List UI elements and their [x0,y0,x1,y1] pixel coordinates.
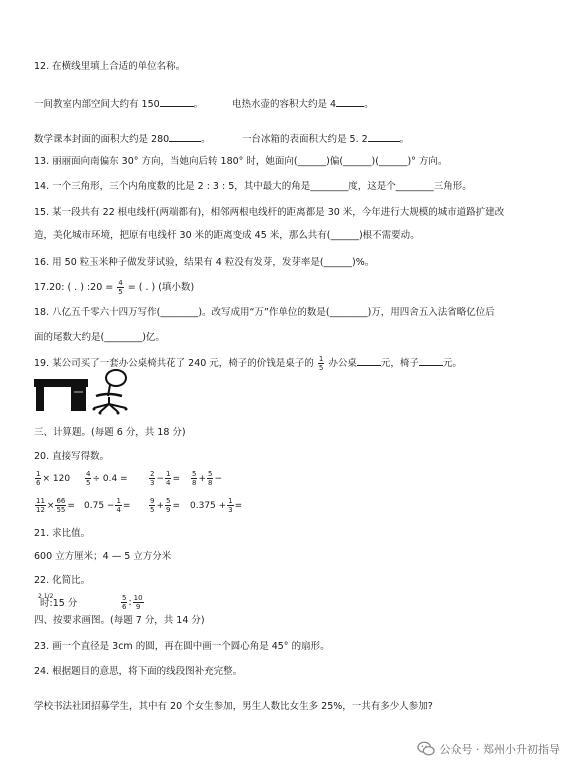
q20-e3: − [156,474,165,484]
q12-line-a: 一间教室内部空间大约有 150 。 [34,96,203,112]
q14-text: 14. 一个三角形，三个内角度数的比是 2 : 3 : 5，其中最大的角是________度，这是个________三角形。 [34,181,472,192]
q22-b: $\frac{5}{6}$ : $\frac{10}{9}$ [122,594,143,611]
q12-b-text: 电热水壶的容积大约是 4 [232,99,337,110]
q19-num: 1 [318,355,324,363]
q22-a: 时:15 分 [40,598,78,609]
q20-expr-3: $\frac{2}{3}$ − $\frac{1}{4}$ = [150,470,181,487]
q20-e8a: 0.375 + [190,501,227,511]
q20-e6b: = [122,501,131,511]
q17-blank-1[interactable]: ( . ) [67,282,84,293]
q20-e1: × 120 [42,474,71,484]
q12-line-d: 一台冰箱的表面积大约是 5. 2 。 [242,131,409,147]
section3-heading: 三、计算题。(每题 6 分，共 18 分) [34,427,186,438]
q20-e6a: 0.75 − [84,501,115,511]
q22-b-d2: 9 [135,603,141,611]
q17-den: 5 [118,288,123,296]
q22-heading: 22. 化简比。 [34,575,91,586]
q18-line1: 18. 八亿五千零六十四万写作(________)。改写成用“万”作单位的数是(________)万，用四舍五入法省略亿位后 [34,307,495,318]
q20-e5b: = [67,501,75,511]
q20-expr-5: $\frac{11}{12}$ × $\frac{66}{55}$ = [36,497,75,514]
q22-b-n1: 5 [122,594,127,602]
q24-text: 24. 根据题目的意思，将下面的线段图补充完整。 [34,666,243,677]
q20-expr-1: $\frac{1}{6}$ × 120 [36,470,71,487]
wechat-watermark [417,740,561,758]
q20-e3b: = [172,474,181,484]
q20-expr-4: $\frac{5}{8}$ + $\frac{5}{8}$ − [192,470,223,487]
q12-a-text: 一间教室内部空间大约有 150 [34,99,160,110]
q12-c-blank[interactable] [169,131,201,142]
q17-prefix: 17.20: [34,282,65,293]
q20-expr-2: $\frac{4}{5}$ ÷ 0.4 = [86,470,128,487]
watermark-text: 公众号 · 郑州小升初指导 [439,743,560,756]
q19-prefix: 19. 某公司买了一套办公桌椅共花了 240 元，椅子的价钱是桌子的 [34,358,314,369]
q15-line1: 15. 某一段共有 22 根电线杆(两端都有)，相邻两根电线杆的距离都是 30 米，今年进行大规模的城市道路扩建改 [34,207,505,218]
q19-den: 5 [318,364,324,372]
q20-e4: + [198,474,207,484]
word-problem: 学校书法社团招募学生，其中有 20 个女生参加，男生人数比女生多 25%，一共有多少人参加? [34,701,433,712]
q21-text: 600 立方厘米；4 — 5 立方分米 [34,551,172,562]
q18-line2: 面的尾数大约是(________)亿。 [34,332,165,343]
q20-heading: 20. 直接写得数。 [34,451,110,462]
q17-suffix: (填小数) [158,282,195,293]
q16-text: 16. 用 50 粒玉米种子做发芽试验，结果有 4 粒没有发芽，发芽率是(______)%。 [34,257,375,268]
q20-expr-7: $\frac{9}{5}$ + $\frac{5}{9}$ = [150,497,181,514]
q20-e2: ÷ 0.4 = [92,474,128,484]
q13-text: 13. 丽丽面向南偏东 30° 方向，当她向后转 180° 时，她面向(______)偏(______)(______)° 方向。 [34,156,448,167]
q15-line2: 造，美化城市环境，把原有电线杆 30 米的距离变成 45 米，那么共有(______)根不需要动。 [34,230,420,241]
q12-d-text: 一台冰箱的表面积大约是 5. 2 [242,134,368,145]
q20-expr-8: 0.375 + $\frac{1}{3}$ = [190,497,243,514]
q12-d-blank[interactable] [368,131,400,142]
q22-b-n2: 10 [133,594,143,602]
chair-picture [88,368,132,416]
q22-a-top: 2 1/2 [38,593,54,600]
q17-eq: = [127,282,136,293]
q17-line [34,279,194,296]
wechat-icon [417,740,435,758]
q19-unit1: 元，椅子 [380,358,419,369]
q12-a-blank[interactable] [160,96,194,107]
q19-blank-1[interactable] [357,355,381,366]
q17-num: 4 [118,279,123,287]
q19-unit2: 元。 [442,358,462,369]
q20-e7b: = [172,501,181,511]
q12-line-c: 数学课本封面的面积大约是 280 。 [34,131,211,147]
q17-mid1: :20 = [86,282,114,293]
q22-b-d1: 6 [122,603,127,611]
q21-heading: 21. 求比值。 [34,528,91,539]
q19-fraction [318,355,324,372]
q20-e4b: − [214,474,223,484]
q20-e5: × [46,501,55,511]
q20-e8b: = [234,501,243,511]
q12-c-text: 数学课本封面的面积大约是 280 [34,134,170,145]
q20-expr-6: 0.75 − $\frac{1}{4}$ = [84,497,131,514]
q19-mid: 办公桌 [328,358,357,369]
q19-blank-2[interactable] [419,355,443,366]
q17-blank-2[interactable]: ( . ) [138,282,156,293]
q12-heading: 12. 在横线里填上合适的单位名称。 [34,61,186,72]
q12-b-blank[interactable] [336,96,364,107]
section4-heading: 四、按要求画图。(每题 7 分，共 14 分) [34,615,205,626]
q12-line-b: 电热水壶的容积大约是 4 。 [232,96,374,112]
desk-picture [33,375,89,413]
q20-e7: + [156,501,165,511]
q23-text: 23. 画一个直径是 3cm 的圆，再在圆中画一个圆心角是 45° 的扇形。 [34,641,330,652]
q17-fraction [117,279,123,296]
